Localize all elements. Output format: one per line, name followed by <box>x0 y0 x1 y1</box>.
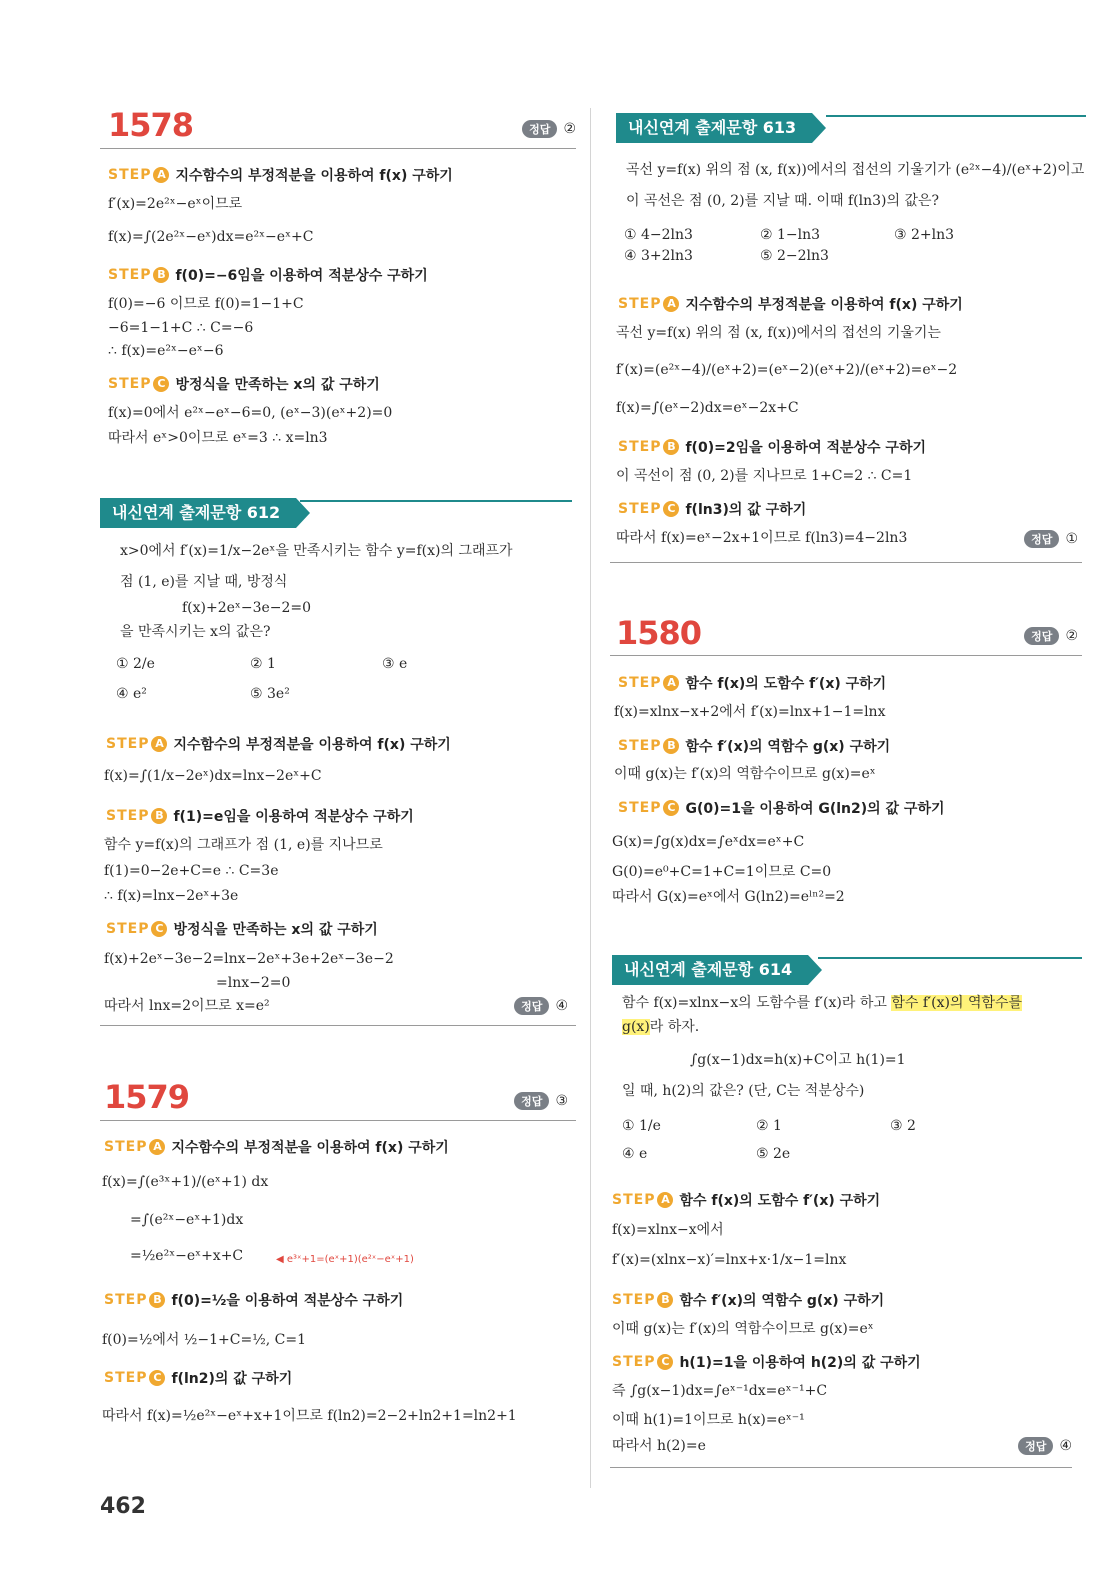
step-tag: STEP <box>618 501 662 517</box>
problem-rule <box>100 1120 576 1121</box>
solution-line: G(x)=∫g(x)dx=∫eˣdx=eˣ+C <box>612 834 805 850</box>
step-letter-icon: B <box>149 1292 165 1308</box>
answer-1578 <box>522 120 576 138</box>
solution-line: f(x)=∫(1/x−2eˣ)dx=lnx−2eˣ+C <box>104 768 322 784</box>
problem-number-1579: 1579 <box>104 1078 190 1116</box>
problem-number-1580: 1580 <box>616 614 702 652</box>
step-title: f(ln3)의 값 구하기 <box>685 502 807 518</box>
step-tag: STEP <box>612 1192 656 1208</box>
step-c <box>106 919 378 939</box>
answer-value: ④ <box>1059 1438 1072 1454</box>
option-3: ③ 2+ln3 <box>894 227 955 243</box>
solution-line: 이때 g(x)는 f′(x)의 역함수이므로 g(x)=eˣ <box>612 1321 874 1337</box>
answer-value: ② <box>563 121 576 137</box>
answer-1579 <box>514 1092 568 1110</box>
step-c <box>618 499 806 519</box>
answer-badge: 정답 <box>514 997 549 1015</box>
step-title: f(1)=e임을 이용하여 적분상수 구하기 <box>173 809 414 825</box>
solution-line: ∴ f(x)=lnx−2eˣ+3e <box>104 888 239 904</box>
answer-613 <box>1024 530 1078 548</box>
question-equation: ∫g(x−1)dx=h(x)+C이고 h(1)=1 <box>690 1052 906 1068</box>
step-letter-icon: C <box>151 921 167 937</box>
option-4: ④ e² <box>116 686 147 702</box>
step-a <box>104 1137 449 1157</box>
related-problem-header <box>616 113 812 143</box>
answer-value: ① <box>1065 531 1078 547</box>
option-5: ⑤ 3e² <box>250 686 290 702</box>
step-b <box>108 265 428 285</box>
step-title: 지수함수의 부정적분을 이용하여 f(x) 구하기 <box>685 297 963 313</box>
question-line: 곡선 y=f(x) 위의 점 (x, f(x))에서의 접선의 기울기가 (e²ˣ−4)/(eˣ+2)이고 <box>626 162 1085 178</box>
question-line <box>622 1017 699 1037</box>
step-tag: STEP <box>618 675 662 691</box>
column-divider <box>590 108 591 1488</box>
related-label: 내신연계 출제문항 614 <box>612 955 808 985</box>
step-c <box>618 798 945 818</box>
solution-line: 따라서 f(x)=eˣ−2x+1이므로 f(ln3)=4−2ln3 <box>616 530 908 546</box>
question-line: 이 곡선은 점 (0, 2)를 지날 때. 이때 f(ln3)의 값은? <box>626 193 940 209</box>
step-letter-icon: B <box>153 267 169 283</box>
step-title: 지수함수의 부정적분을 이용하여 f(x) 구하기 <box>173 737 451 753</box>
step-tag: STEP <box>108 167 152 183</box>
option-5: ⑤ 2−2ln3 <box>760 248 829 264</box>
step-b <box>612 1290 884 1310</box>
solution-line: f(1)=0−2e+C=e ∴ C=3e <box>104 863 279 879</box>
option-1: ① 1/e <box>622 1118 661 1134</box>
solution-line: G(0)=e⁰+C=1+C=1이므로 C=0 <box>612 864 832 880</box>
solution-line: 따라서 eˣ>0이므로 eˣ=3 ∴ x=ln3 <box>108 430 328 446</box>
solution-line: =∫(e²ˣ−eˣ+1)dx <box>130 1212 244 1228</box>
step-title: f(ln2)의 값 구하기 <box>171 1371 293 1387</box>
note-text: e³ˣ+1=(eˣ+1)(e²ˣ−eˣ+1) <box>286 1254 414 1265</box>
option-4: ④ 3+2ln3 <box>624 248 693 264</box>
solution-line: =lnx−2=0 <box>216 975 291 991</box>
option-2: ② 1−ln3 <box>760 227 821 243</box>
step-letter-icon: C <box>663 501 679 517</box>
step-title: 함수 f(x)의 도함수 f′(x) 구하기 <box>679 1193 881 1209</box>
section-rule <box>610 1467 1072 1468</box>
step-b <box>106 806 414 826</box>
option-2: ② 1 <box>756 1118 782 1134</box>
problem-number-1578: 1578 <box>108 106 194 144</box>
step-letter-icon: A <box>149 1139 165 1155</box>
option-4: ④ e <box>622 1146 648 1162</box>
answer-value: ④ <box>555 998 568 1014</box>
step-letter-icon: A <box>657 1192 673 1208</box>
step-tag: STEP <box>106 921 150 937</box>
solution-line: f(x)=0에서 e²ˣ−eˣ−6=0, (eˣ−3)(eˣ+2)=0 <box>108 405 393 421</box>
answer-614 <box>1018 1437 1072 1455</box>
solution-line: f(x)+2eˣ−3e−2=lnx−2eˣ+3e+2eˣ−3e−2 <box>104 951 394 967</box>
step-a <box>618 673 886 693</box>
answer-1580 <box>1024 627 1078 645</box>
solution-line: 즉 ∫g(x−1)dx=∫eˣ⁻¹dx=eˣ⁻¹+C <box>612 1383 828 1399</box>
question-line: x>0에서 f′(x)=1/x−2eˣ을 만족시키는 함수 y=f(x)의 그래프가 <box>120 543 513 559</box>
step-tag: STEP <box>612 1292 656 1308</box>
header-rule <box>818 957 1082 959</box>
step-letter-icon: B <box>151 808 167 824</box>
answer-612 <box>514 997 568 1015</box>
step-c <box>104 1368 292 1388</box>
step-title: h(1)=1을 이용하여 h(2)의 값 구하기 <box>679 1355 921 1371</box>
section-rule <box>610 562 1082 563</box>
question-line: 을 만족시키는 x의 값은? <box>120 624 271 640</box>
question-line: 점 (1, e)를 지날 때, 방정식 <box>120 574 288 590</box>
solution-line: f(0)=½에서 ½−1+C=½, C=1 <box>102 1332 307 1348</box>
solution-line: =½e²ˣ−eˣ+x+C <box>130 1248 244 1264</box>
option-3: ③ e <box>382 656 408 672</box>
header-rule <box>826 115 1086 117</box>
answer-badge: 정답 <box>1018 1437 1053 1455</box>
solution-line: −6=1−1+C ∴ C=−6 <box>108 320 254 336</box>
step-letter-icon: C <box>149 1370 165 1386</box>
step-tag: STEP <box>104 1370 148 1386</box>
solution-line: f′(x)=2e²ˣ−eˣ이므로 <box>108 196 243 212</box>
solution-line: f′(x)=(e²ˣ−4)/(eˣ+2)=(eˣ−2)(eˣ+2)/(eˣ+2)=eˣ−2 <box>616 362 958 378</box>
solution-line: f(x)=∫(2e²ˣ−eˣ)dx=e²ˣ−eˣ+C <box>108 229 314 245</box>
related-problem-header <box>612 955 808 985</box>
question-line: 일 때, h(2)의 값은? (단, C는 적분상수) <box>622 1083 865 1099</box>
step-tag: STEP <box>618 738 662 754</box>
answer-badge: 정답 <box>1024 530 1059 548</box>
option-5: ⑤ 2e <box>756 1146 791 1162</box>
arrow-left-icon: ◀ <box>276 1254 287 1265</box>
step-c <box>612 1352 921 1372</box>
step-tag: STEP <box>108 267 152 283</box>
question-equation: f(x)+2eˣ−3e−2=0 <box>182 600 312 616</box>
solution-line: 함수 y=f(x)의 그래프가 점 (1, e)를 지나므로 <box>104 837 383 853</box>
related-label: 내신연계 출제문항 612 <box>100 498 296 528</box>
highlighted-text: g(x) <box>622 1019 650 1035</box>
step-b <box>618 736 890 756</box>
step-letter-icon: B <box>657 1292 673 1308</box>
option-3: ③ 2 <box>890 1118 916 1134</box>
step-a <box>612 1190 880 1210</box>
related-label: 내신연계 출제문항 613 <box>616 113 812 143</box>
solution-line: 따라서 h(2)=e <box>612 1438 706 1454</box>
step-tag: STEP <box>612 1354 656 1370</box>
step-tag: STEP <box>104 1292 148 1308</box>
related-problem-header <box>100 498 296 528</box>
question-line <box>622 993 1022 1013</box>
option-1: ① 4−2ln3 <box>624 227 693 243</box>
step-b <box>104 1290 403 1310</box>
solution-line: 따라서 lnx=2이므로 x=e² <box>104 998 270 1014</box>
step-title: f(0)=½을 이용하여 적분상수 구하기 <box>171 1293 404 1309</box>
solution-line: ∴ f(x)=e²ˣ−eˣ−6 <box>108 343 224 359</box>
step-letter-icon: B <box>663 738 679 754</box>
question-text: 라 하자. <box>649 1019 700 1035</box>
solution-line: f(0)=−6 이므로 f(0)=1−1+C <box>108 296 304 312</box>
step-letter-icon: A <box>151 736 167 752</box>
solution-line: 따라서 G(x)=eˣ에서 G(ln2)=eˡⁿ²=2 <box>612 889 845 905</box>
solution-line: f(x)=∫(e³ˣ+1)/(eˣ+1) dx <box>102 1174 269 1190</box>
solution-line: 따라서 f(x)=½e²ˣ−eˣ+x+1이므로 f(ln2)=2−2+ln2+1=ln2+1 <box>102 1408 517 1424</box>
step-tag: STEP <box>106 808 150 824</box>
option-2: ② 1 <box>250 656 276 672</box>
step-title: 방정식을 만족하는 x의 값 구하기 <box>173 922 378 938</box>
step-tag: STEP <box>618 296 662 312</box>
answer-badge: 정답 <box>522 120 557 138</box>
step-title: 방정식을 만족하는 x의 값 구하기 <box>175 377 380 393</box>
answer-value: ③ <box>555 1093 568 1109</box>
step-a <box>108 165 453 185</box>
question-text: 함수 f(x)=xlnx−x의 도함수를 f′(x)라 하고 <box>622 995 887 1011</box>
problem-rule <box>610 655 1082 656</box>
step-title: 함수 f(x)의 도함수 f′(x) 구하기 <box>685 676 887 692</box>
step-tag: STEP <box>104 1139 148 1155</box>
solution-line: f(x)=∫(eˣ−2)dx=eˣ−2x+C <box>616 400 799 416</box>
step-letter-icon: C <box>657 1354 673 1370</box>
answer-badge: 정답 <box>1024 627 1059 645</box>
step-title: 함수 f′(x)의 역함수 g(x) 구하기 <box>685 739 891 755</box>
solution-line: f(x)=xlnx−x에서 <box>612 1222 724 1238</box>
problem-rule <box>100 148 576 149</box>
option-1: ① 2/e <box>116 656 155 672</box>
side-note <box>276 1248 414 1270</box>
solution-line: f(x)=xlnx−x+2에서 f′(x)=lnx+1−1=lnx <box>614 704 886 720</box>
step-letter-icon: C <box>153 376 169 392</box>
step-c <box>108 374 380 394</box>
section-rule <box>100 1025 576 1026</box>
step-letter-icon: A <box>153 167 169 183</box>
highlighted-text: 함수 f′(x)의 역함수를 <box>891 995 1023 1011</box>
step-letter-icon: A <box>663 296 679 312</box>
solution-line: 곡선 y=f(x) 위의 점 (x, f(x))에서의 접선의 기울기는 <box>616 325 941 341</box>
answer-value: ② <box>1065 628 1078 644</box>
step-letter-icon: A <box>663 675 679 691</box>
step-tag: STEP <box>106 736 150 752</box>
step-tag: STEP <box>618 800 662 816</box>
step-letter-icon: C <box>663 800 679 816</box>
step-title: G(0)=1을 이용하여 G(ln2)의 값 구하기 <box>685 801 945 817</box>
step-title: f(0)=−6임을 이용하여 적분상수 구하기 <box>175 268 428 284</box>
step-tag: STEP <box>108 376 152 392</box>
solution-line: 이 곡선이 점 (0, 2)를 지나므로 1+C=2 ∴ C=1 <box>616 468 913 484</box>
step-title: f(0)=2임을 이용하여 적분상수 구하기 <box>685 440 927 456</box>
step-letter-icon: B <box>663 439 679 455</box>
step-a <box>618 294 963 314</box>
step-title: 지수함수의 부정적분을 이용하여 f(x) 구하기 <box>175 168 453 184</box>
solution-line: f′(x)=(xlnx−x)′=lnx+x·1/x−1=lnx <box>612 1252 847 1268</box>
solution-line: 이때 g(x)는 f′(x)의 역함수이므로 g(x)=eˣ <box>614 766 876 782</box>
solution-line: 이때 h(1)=1이므로 h(x)=eˣ⁻¹ <box>612 1412 805 1428</box>
step-a <box>106 734 451 754</box>
step-tag: STEP <box>618 439 662 455</box>
answer-badge: 정답 <box>514 1092 549 1110</box>
step-b <box>618 437 926 457</box>
step-title: 지수함수의 부정적분을 이용하여 f(x) 구하기 <box>171 1140 449 1156</box>
step-title: 함수 f′(x)의 역함수 g(x) 구하기 <box>679 1293 885 1309</box>
page-number: 462 <box>100 1494 146 1519</box>
header-rule <box>300 500 572 502</box>
